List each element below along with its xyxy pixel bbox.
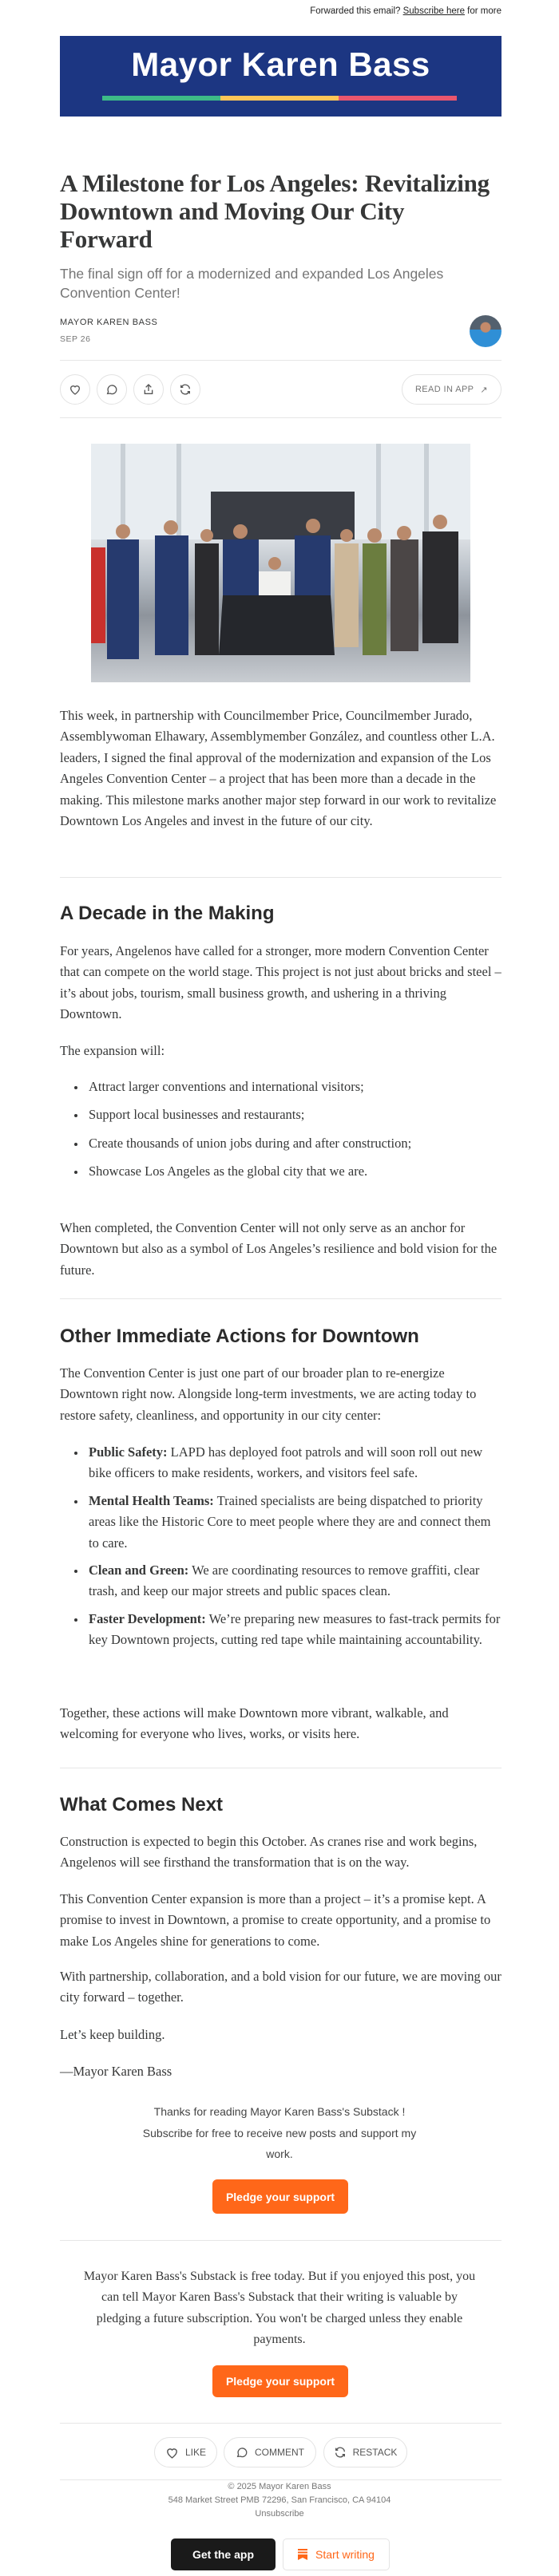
section-heading-decade: A Decade in the Making: [60, 903, 275, 924]
list-item-label: Clean and Green:: [89, 1563, 189, 1578]
section2-paragraph-1: The Convention Center is just one part of our broader plan to re-energize Downtown right now. Alongside long-term investments, we are acting today to restore safety, cleanliness, and opportunity in our city center:: [60, 1365, 477, 1423]
author-avatar[interactable]: [470, 315, 502, 347]
section3-paragraph-4: Let’s keep building.: [60, 2027, 165, 2042]
list-item: [60, 1560, 502, 1602]
get-the-app-button[interactable]: Get the app: [171, 2538, 276, 2570]
list-item-text: We’re preparing new measures to fast-track permits for key Downtown projects, cutting red tape while maintaining accountability.: [89, 1610, 501, 1648]
heart-icon: [165, 2446, 179, 2459]
restack-icon: [179, 383, 192, 396]
post-subtitle: The final sign off for a modernized and expanded Los Angeles Convention Center!: [60, 266, 444, 301]
divider: [60, 2423, 502, 2424]
subscribe-link[interactable]: Subscribe here: [402, 6, 465, 16]
pledge-explanation-text: Mayor Karen Bass's Substack is free today. But if you enjoyed this post, you can tell Mayor Karen Bass's Substack that their writing is valuable by pledging a future subscription. You won't be charged unless they enable payments.: [83, 2270, 476, 2347]
like-pill-button[interactable]: [154, 2437, 217, 2467]
intro-paragraph: This week, in partnership with Councilmember Price, Councilmember Jurado, Assemblywoman Elhawary, Assemblymember González, and countless other L.A. leaders, I signed the final approval of the modernization and expansion of the Los Angeles Convention Center – a project that has been more than a decade in the making. This milestone marks another major step forward in our work to revitalize Downtown Los Angeles and invest in the future of our city.: [60, 708, 497, 829]
footer-address: 548 Market Street PMB 72296, San Francisco, CA 94104: [168, 2495, 391, 2505]
list-item: [60, 1609, 502, 1651]
restack-label: RESTACK: [352, 2447, 398, 2458]
photo-illustration: [91, 444, 470, 682]
section3-paragraph-3: With partnership, collaboration, and a bold vision for our future, we are moving our city forward – together.: [60, 1969, 502, 2005]
divider: [60, 1298, 502, 1299]
heart-icon: [69, 383, 81, 396]
footer-copyright: © 2025 Mayor Karen Bass: [228, 2482, 331, 2491]
unsubscribe-link[interactable]: Unsubscribe: [255, 2509, 304, 2519]
list-item-label: Faster Development:: [89, 1610, 206, 1626]
comment-icon: [105, 383, 118, 396]
read-in-app-button[interactable]: [402, 374, 502, 405]
post-title[interactable]: A Milestone for Los Angeles: Revitalizing Downtown and Moving Our City Forward: [60, 169, 490, 253]
start-writing-label: Start writing: [315, 2548, 375, 2561]
substack-logo-icon: [298, 2549, 307, 2560]
read-in-app-label: READ IN APP: [414, 385, 474, 394]
list-item-label: Mental Health Teams:: [89, 1492, 214, 1508]
section3-paragraph-1: Construction is expected to begin this October. As cranes rise and work begins, Angelenos will see firsthand the transformation that is on the way.: [60, 1834, 478, 1871]
section1-paragraph-1: For years, Angelenos have called for a stronger, more modern Convention Center that can compete on the world stage. This project is not just about bricks and steel – it’s about jobs, tourism, small business growth, and ushering in a thriving Downtown.: [60, 943, 502, 1022]
section2-paragraph-2: Together, these actions will make Downtown more vibrant, walkable, and welcoming for everyone who lives, works, or visits here.: [60, 1705, 449, 1742]
forwarded-suffix: for more: [467, 6, 502, 16]
arrow-up-right-icon: ↗: [480, 385, 489, 395]
section-heading-what-comes-next: What Comes Next: [60, 1794, 224, 1815]
signing-ceremony-photo[interactable]: [91, 444, 470, 682]
section-heading-immediate-actions: Other Immediate Actions for Downtown: [60, 1326, 419, 1347]
start-writing-button[interactable]: [283, 2538, 390, 2570]
section1-paragraph-2: The expansion will:: [60, 1043, 165, 1058]
like-label: LIKE: [184, 2447, 206, 2458]
list-item: Create thousands of union jobs during and after construction;: [60, 1133, 502, 1154]
forwarded-notice: [310, 6, 502, 16]
subscribe-thanks-text: Thanks for reading Mayor Karen Bass's Substack ! Subscribe for free to receive new posts and support my work.: [142, 2105, 417, 2160]
restack-icon: [334, 2446, 347, 2459]
banner-logo-text: Mayor Karen Bass: [131, 45, 430, 83]
like-button[interactable]: [60, 374, 90, 405]
pledge-support-button[interactable]: Pledge your support: [212, 2179, 348, 2214]
list-item-label: Public Safety:: [89, 1444, 168, 1460]
pledge-support-button-2[interactable]: Pledge your support: [212, 2365, 348, 2397]
divider: [60, 2479, 502, 2480]
restack-pill-button[interactable]: [323, 2437, 407, 2467]
divider: [60, 877, 502, 878]
share-icon: [142, 383, 155, 396]
publication-banner[interactable]: [60, 36, 502, 117]
list-item: Showcase Los Angeles as the global city that we are.: [60, 1161, 502, 1182]
comment-pill-button[interactable]: [224, 2437, 316, 2467]
comment-label: COMMENT: [255, 2447, 304, 2458]
expansion-benefits-list: [60, 1077, 502, 1183]
list-item: Support local businesses and restaurants;: [60, 1104, 502, 1125]
banner-stripe-pink: [339, 96, 457, 101]
actions-list: [60, 1442, 502, 1651]
restack-button[interactable]: [170, 374, 200, 405]
banner-stripe-green: [102, 96, 220, 101]
section1-paragraph-3: When completed, the Convention Center will not only serve as an anchor for Downtown but also as a symbol of Los Angeles’s resilience and bold vision for the future.: [60, 1220, 498, 1278]
list-item: [60, 1442, 502, 1484]
list-item: [60, 1491, 502, 1554]
section3-paragraph-2: This Convention Center expansion is more than a project – it’s a promise kept. A promise to invest in Downtown, a promise to create opportunity, and a promise to make Los Angeles shine for generations to come.: [60, 1891, 491, 1949]
list-item: Attract larger conventions and international visitors;: [60, 1077, 502, 1097]
share-button[interactable]: [133, 374, 164, 405]
signature: —Mayor Karen Bass: [60, 2064, 172, 2079]
list-item-text: Trained specialists are being dispatched to priority areas like the Historic Core to meet people where they are and connect them to care.: [89, 1492, 491, 1551]
forwarded-text: Forwarded this email?: [310, 6, 401, 16]
post-date: SEP 26: [60, 334, 91, 344]
list-item-text: We are coordinating resources to remove graffiti, clear trash, and keep our major streets and public spaces clean.: [89, 1563, 480, 1599]
divider: [60, 2240, 502, 2241]
list-item-text: LAPD has deployed foot patrols and will soon roll out new bike officers to make residents, workers, and visitors feel safe.: [89, 1444, 483, 1481]
divider: [60, 360, 502, 361]
comment-icon: [236, 2446, 248, 2459]
comment-button[interactable]: [97, 374, 127, 405]
divider: [60, 417, 502, 418]
author-name[interactable]: MAYOR KAREN BASS: [60, 318, 158, 327]
banner-stripe-yellow: [220, 96, 339, 101]
